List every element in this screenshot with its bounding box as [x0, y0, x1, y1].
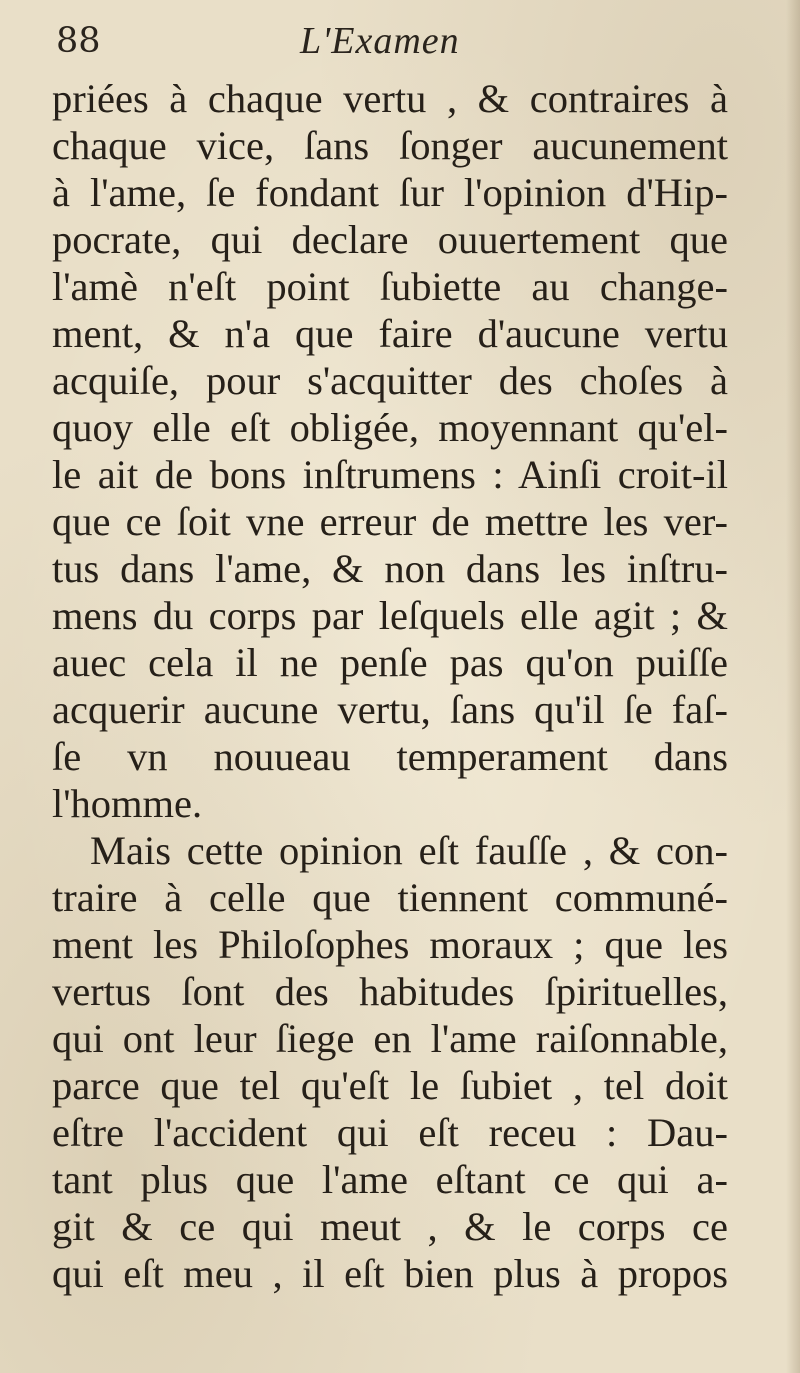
text-line: traire à celle que tiennent communé-: [52, 875, 728, 920]
text-line: ſe vn nouueau temperament dans: [52, 734, 728, 779]
text-line: parce que tel qu'eſt le ſubiet , tel doit: [52, 1063, 728, 1108]
text-line: acquerir aucune vertu, ſans qu'il ſe faſ-: [52, 687, 728, 732]
text-line: mens du corps par leſquels elle agit ; &: [52, 593, 728, 638]
body-text: [52, 75, 728, 1297]
text-line: ment les Philoſophes moraux ; que les: [52, 922, 728, 967]
text-line: acquiſe, pour s'acquitter des choſes à: [52, 358, 728, 403]
text-line: qui ont leur ſiege en l'ame raiſonnable,: [52, 1016, 728, 1061]
text-line: auec cela il ne penſe pas qu'on puiſſe: [52, 640, 728, 685]
text-line: à l'ame, ſe fondant ſur l'opinion d'Hip-: [52, 170, 728, 215]
text-line: vertus ſont des habitudes ſpirituelles,: [52, 969, 728, 1014]
text-line: ment, & n'a que faire d'aucune vertu: [52, 311, 728, 356]
paragraph-1: [52, 75, 728, 827]
text-line: priées à chaque vertu , & contraires à: [52, 76, 728, 121]
text-line: quoy elle eſt obligée, moyennant qu'el-: [52, 405, 728, 450]
text-line: que ce ſoit vne erreur de mettre les ver-: [52, 499, 728, 544]
text-line: qui eſt meu , il eſt bien plus à propos: [52, 1251, 728, 1296]
text-line: le ait de bons inſtrumens : Ainſi croit-il: [52, 452, 728, 497]
text-line: chaque vice, ſans ſonger aucunement: [52, 123, 728, 168]
text-line: pocrate, qui declare ouuertement que: [52, 217, 728, 262]
text-line: l'homme.: [52, 781, 203, 826]
page-edge-shadow: [786, 0, 800, 1373]
text-line: git & ce qui meut , & le corps ce: [52, 1204, 728, 1249]
text-line: eſtre l'accident qui eſt receu : Dau-: [52, 1110, 728, 1155]
running-title: L'Examen: [300, 20, 460, 62]
text-line: tus dans l'ame, & non dans les inſtru-: [52, 546, 728, 591]
page-number: 88: [56, 21, 101, 61]
text-line: l'amè n'eſt point ſubiette au change-: [52, 264, 728, 309]
paragraph-2: [52, 827, 728, 1297]
page-header: [0, 16, 800, 66]
text-line: Mais cette opinion eſt fauſſe , & con-: [90, 828, 728, 873]
text-line: tant plus que l'ame eſtant ce qui a-: [52, 1157, 728, 1202]
